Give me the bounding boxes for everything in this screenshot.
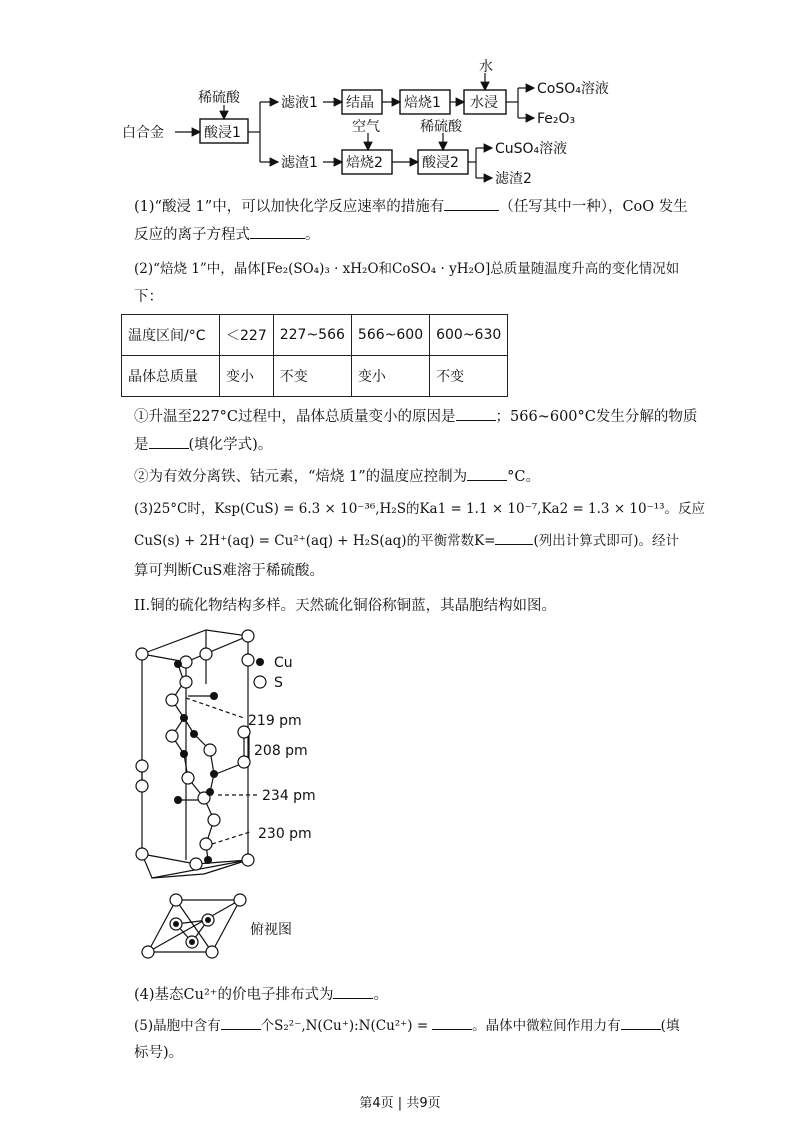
table-cell: 变小 [351,356,429,397]
flow-acid-leach1: 酸浸1 [204,125,241,141]
q1-line1: (1)“酸浸 1”中，可以加快化学反应速率的措施有 （任写其中一种），CoO 发生 [134,196,688,217]
distance-label: 219 pm [248,713,302,729]
table-cell: 变小 [220,356,274,397]
legend-s-label: S [274,675,283,691]
answer-blank [149,434,189,449]
crystal-structure-figure [128,624,368,970]
s-legend-marker [254,676,266,688]
answer-blank [250,224,305,239]
table-cell: 566~600 [351,315,429,356]
table-cell: 不变 [430,356,508,397]
distance-label: 230 pm [258,826,312,842]
q4-line: (4)基态Cu²⁺的价电子排布式为 。 [134,984,388,1005]
q3-line3: 算可判断CuS难溶于稀硫酸。 [134,563,324,579]
q5-line2: 标号)。 [134,1045,184,1061]
cu-legend-marker [256,658,264,666]
top-view-label: 俯视图 [250,922,292,938]
table-header-cell: 晶体总质量 [122,356,220,397]
table-row [122,356,508,397]
table-header-cell: 温度区间/°C [122,315,220,356]
table-cell: 600~630 [430,315,508,356]
flow-cuso4-product: CuSO₄溶液 [495,141,568,157]
q3-line1: (3)25°C时，Ksp(CuS) = 6.3 × 10⁻³⁶,H₂S的Ka1 = 1.1 × 10⁻⁷,Ka2 = 1.3 × 10⁻¹³。反应 [134,501,706,517]
flow-filtrate1: 滤液1 [281,95,318,111]
table-row [122,315,508,356]
table-cell: 227~566 [273,315,351,356]
flow-crystallize: 结晶 [346,95,374,111]
q2-sub2: ②为有效分离铁、钴元素，“焙烧 1”的温度应控制为 °C。 [134,466,540,487]
flow-water-label: 水 [479,59,493,75]
flow-residue1: 滤渣1 [281,155,318,171]
q2-line2: 下： [134,289,163,305]
answer-blank [444,196,499,211]
flow-coso4-product: CoSO₄溶液 [537,81,609,97]
q1-line2: 反应的离子方程式 。 [134,224,320,245]
part2-intro: II.铜的硫化物结构多样。天然硫化铜俗称铜蓝，其晶胞结构如图。 [134,598,557,614]
flow-fe2o3-product: Fe₂O₃ [537,111,576,127]
flow-dilute-acid-label: 稀硫酸 [198,90,240,106]
legend-cu-label: Cu [274,655,293,671]
flow-dilute-acid-label-2: 稀硫酸 [420,119,462,135]
answer-blank [621,1015,661,1030]
flow-air-label: 空气 [352,119,380,135]
page-footer: 第4页 | 共9页 [359,1096,441,1111]
q3-line2: CuS(s) + 2H⁺(aq) = Cu²⁺(aq) + H₂S(aq)的平衡常数K= (列出计算式即可)。经计 [134,530,679,551]
q2-sub1-line2: 是 (填化学式)。 [134,434,272,455]
table-cell: ＜227 [220,315,274,356]
distance-label: 234 pm [262,788,316,804]
flow-residue2: 滤渣2 [495,171,532,187]
flow-start-label: 白合金 [122,125,164,141]
flow-roast1: 焙烧1 [404,95,441,111]
temperature-mass-table [121,314,508,397]
distance-label: 208 pm [254,743,308,759]
q2-sub1-line1: ①升温至227°C过程中，晶体总质量变小的原因是 ；566~600°C发生分解的物质 [134,406,697,427]
answer-blank [467,466,507,481]
flow-water-leach: 水浸 [470,95,498,111]
answer-blank [333,984,373,999]
q2-line1: (2)“焙烧 1”中，晶体[Fe₂(SO₄)₃ · xH₂O和CoSO₄ · yH₂O]总质量随温度升高的变化情况如 [134,261,680,277]
process-flowchart [120,55,680,195]
answer-blank [432,1015,472,1030]
flow-acid-leach2: 酸浸2 [422,155,459,171]
q5-line1: (5)晶胞中含有 个S₂²⁻,N(Cu⁺):N(Cu²⁺) = 。晶体中微粒间作用力有 (填 [134,1015,679,1036]
answer-blank [456,406,496,421]
table-cell: 不变 [273,356,351,397]
flow-roast2: 焙烧2 [346,155,383,171]
answer-blank [495,530,533,545]
answer-blank [221,1015,261,1030]
